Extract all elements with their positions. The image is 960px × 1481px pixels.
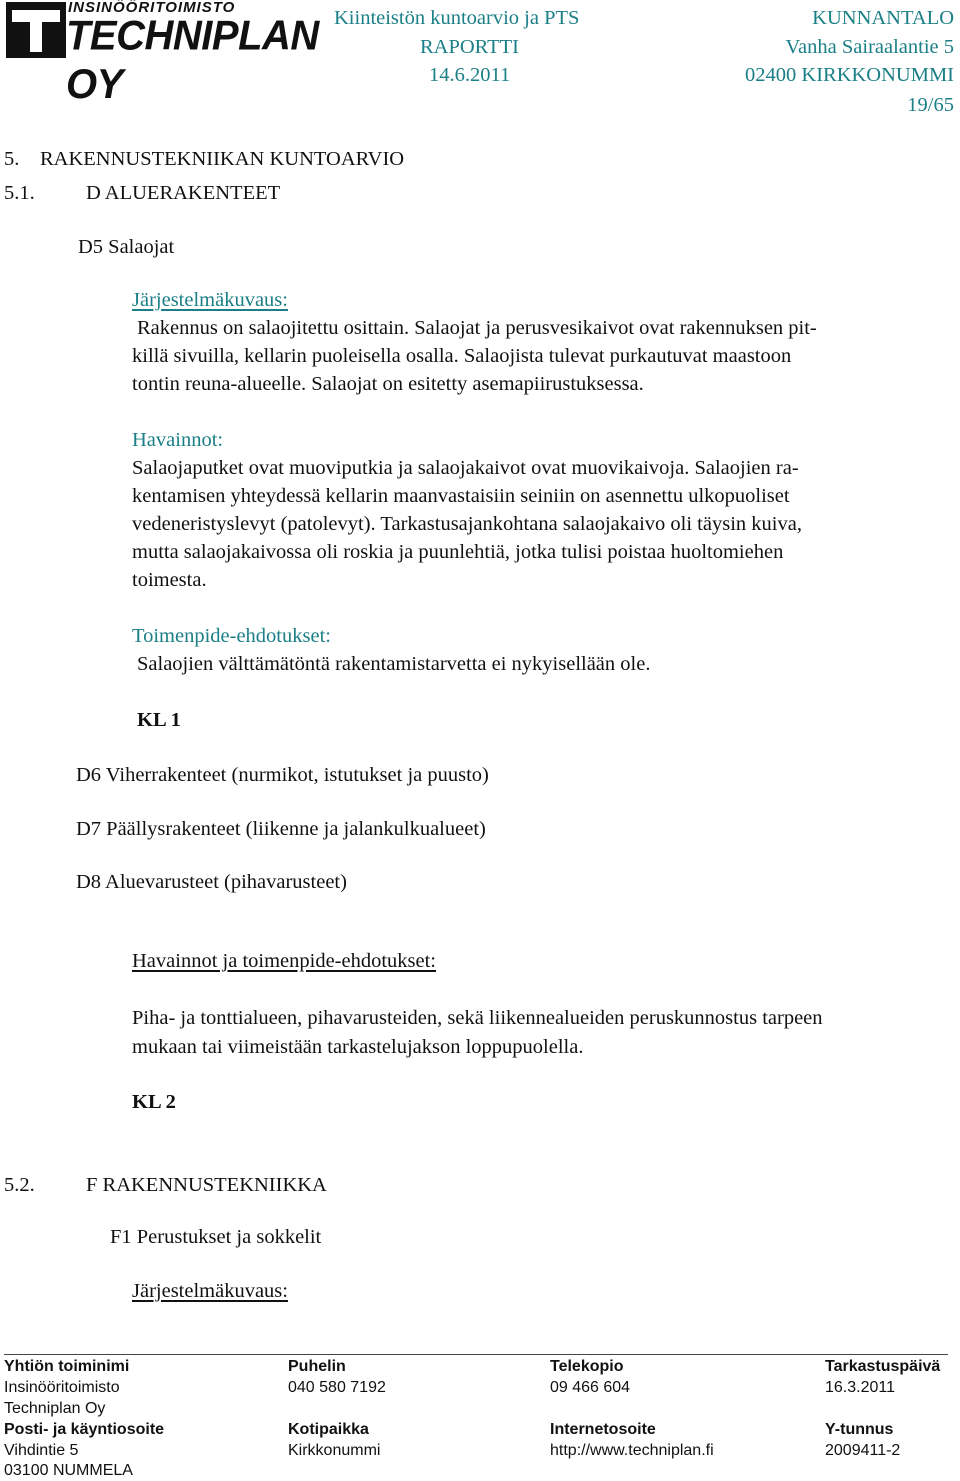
d6-title: D6 Viherrakenteet (nurmikot, istutukset ja puusto)	[76, 764, 489, 786]
header-building: KUNNANTALO	[812, 7, 954, 29]
d5-system-heading: Järjestelmäkuvaus:	[132, 289, 288, 311]
footer-website-label: Internetosoite	[550, 1421, 656, 1438]
d5-actions-text: Salaojien välttämätöntä rakentamistarvetta ei nykyisellään ole.	[137, 653, 651, 675]
footer-business-id-label: Y-tunnus	[825, 1421, 894, 1438]
d5-observation-line: Salaojaputket ovat muoviputkia ja salaojakaivot ovat muovikaivoja. Salaojien ra-	[132, 457, 799, 479]
d5-system-line: tontin reuna-alueelle. Salaojat on esitetty asemapiirustuksessa.	[132, 373, 644, 395]
d5-observation-line: toimesta.	[132, 569, 207, 591]
footer-phone-value: 040 580 7192	[288, 1379, 386, 1396]
d5-observation-line: mutta salaojakaivossa oli roskia ja puunlehtiä, jotka tulisi poistaa huoltomiehen	[132, 541, 784, 563]
logo-main-text: TECHNIPLAN OY	[66, 12, 319, 108]
d8-heading: Havainnot ja toimenpide-ehdotukset:	[132, 950, 437, 972]
d5-system-line: killä sivuilla, kellarin puoleisella osalla. Salaojista tulevat purkautuvat maastoon	[132, 345, 792, 367]
footer-domicile-label: Kotipaikka	[288, 1421, 369, 1438]
footer-company-label: Yhtiön toiminimi	[4, 1358, 130, 1375]
d5-actions-heading: Toimenpide-ehdotukset:	[132, 625, 331, 647]
d5-title: D5 Salaojat	[78, 236, 175, 258]
d7-title: D7 Päällysrakenteet (liikenne ja jalankulkualueet)	[76, 818, 486, 840]
footer-inspection-date-label: Tarkastuspäivä	[825, 1358, 941, 1375]
f1-title: F1 Perustukset ja sokkelit	[110, 1226, 322, 1248]
footer-fax-label: Telekopio	[550, 1358, 624, 1375]
f1-system-heading: Järjestelmäkuvaus:	[132, 1280, 288, 1302]
subsection-number: 5.1.	[4, 182, 35, 204]
header-date: 14.6.2011	[429, 64, 511, 86]
d8-line: mukaan tai viimeistään tarkastelujakson loppupuolella.	[132, 1036, 584, 1058]
d5-observation-line: vedeneristyslevyt (patolevyt). Tarkastusajankohtana salaojakaivo oli täysin kuiva,	[132, 513, 802, 535]
footer-address-value: Vihdintie 5	[4, 1442, 79, 1459]
d5-system-line: Rakennus on salaojitettu osittain. Salaojat ja perusvesikaivot ovat rakennuksen pit-	[137, 317, 817, 339]
footer-business-id-value: 2009411-2	[825, 1442, 901, 1459]
d5-observation-line: kentamisen yhteydessä kellarin maanvastaisiin seiniin on asennettu ulkopuoliset	[132, 485, 790, 507]
section-title: RAKENNUSTEKNIIKAN KUNTOARVIO	[40, 148, 405, 170]
section-number: 5.	[4, 148, 20, 170]
footer-company-value: Techniplan Oy	[4, 1400, 106, 1417]
header-city: 02400 KIRKKONUMMI	[745, 64, 954, 86]
footer-website-link[interactable]: http://www.techniplan.fi	[550, 1442, 714, 1459]
footer-phone-label: Puhelin	[288, 1358, 346, 1375]
header-doc-type: RAPORTTI	[420, 36, 519, 58]
footer-company-value: Insinööritoimisto	[4, 1379, 120, 1396]
header-street: Vanha Sairaalantie 5	[785, 36, 954, 58]
company-logo	[4, 0, 319, 108]
subsection2-number: 5.2.	[4, 1174, 35, 1196]
d5-observations-heading: Havainnot:	[132, 429, 224, 451]
footer-inspection-date-value: 16.3.2011	[825, 1379, 895, 1396]
subsection-title: D ALUERAKENTEET	[86, 182, 281, 204]
footer-address-label: Posti- ja käyntiosoite	[4, 1421, 165, 1438]
d5-condition-class: KL 1	[137, 709, 181, 731]
logo-mark-icon	[6, 2, 66, 58]
d8-title: D8 Aluevarusteet (pihavarusteet)	[76, 871, 347, 893]
footer-domicile-value: Kirkkonummi	[288, 1442, 381, 1459]
footer-divider	[4, 1354, 948, 1355]
logo-top-text: INSINÖÖRITOIMISTO	[68, 0, 236, 16]
footer-fax-value: 09 466 604	[550, 1379, 631, 1396]
footer-address-value: 03100 NUMMELA	[4, 1462, 133, 1479]
d8-condition-class: KL 2	[132, 1091, 176, 1113]
d8-line: Piha- ja tonttialueen, pihavarusteiden, sekä liikennealueiden peruskunnostus tarpeen	[132, 1007, 823, 1029]
header-doc-title: Kiinteistön kuntoarvio ja PTS	[334, 7, 580, 29]
subsection2-title: F RAKENNUSTEKNIIKKA	[86, 1174, 327, 1196]
header-page-number: 19/65	[907, 94, 954, 116]
